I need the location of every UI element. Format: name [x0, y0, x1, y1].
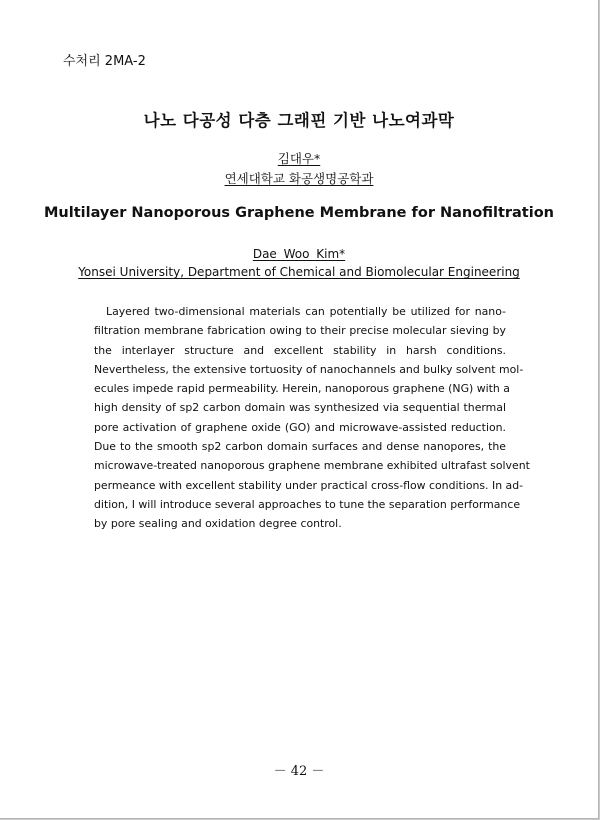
abstract-line: filtration membrane fabrication owing to their precise molecular sieving by: [94, 324, 506, 338]
session-code: 수처리 2MA-2: [63, 54, 146, 69]
abstract-line: ecules impede rapid permeability. Herein, nanoporous graphene (NG) with a: [94, 382, 510, 396]
abstract-line: Due to the smooth sp2 carbon domain surfaces and dense nanopores, the: [94, 440, 506, 454]
abstract-line: pore activation of graphene oxide (GO) and microwave-assisted reduction.: [94, 420, 506, 434]
korean-author-line: [0, 149, 598, 167]
page-number: － 42 －: [273, 764, 325, 779]
abstract-line: by pore sealing and oxidation degree control.: [94, 517, 342, 531]
abstract-line: Layered two-dimensional materials can potentially be utilized for nano-: [106, 305, 506, 318]
english-author-line: [0, 247, 598, 261]
korean-affiliation-line: [0, 169, 598, 187]
english-affiliation-line: [0, 265, 598, 279]
abstract-line: high density of sp2 carbon domain was synthesized via sequential thermal: [94, 401, 506, 415]
abstract-line: Nevertheless, the extensive tortuosity of nanochannels and bulky solvent mol-: [94, 362, 524, 376]
abstract-line: microwave-treated nanoporous graphene membrane exhibited ultrafast solvent: [94, 459, 530, 473]
abstract-line: the interlayer structure and excellent stability in harsh conditions.: [94, 343, 506, 357]
korean-title: 나노 다공성 다층 그래핀 기반 나노여과막: [143, 111, 455, 130]
korean-author: 김대우*: [277, 151, 321, 166]
abstract-line: permeance with excellent stability under practical cross-flow conditions. In ad-: [94, 478, 524, 492]
abstract-line: dition, I will introduce several approaches to tune the separation performance: [94, 497, 521, 511]
english-affiliation: Yonsei University, Department of Chemical and Biomolecular Engineering: [78, 265, 520, 279]
abstract-body: [94, 302, 530, 534]
korean-affiliation: 연세대학교 화공생명공학과: [224, 171, 374, 186]
english-title: Multilayer Nanoporous Graphene Membrane for Nanofiltration: [44, 205, 554, 221]
english-author: Dae Woo Kim*: [252, 247, 346, 261]
